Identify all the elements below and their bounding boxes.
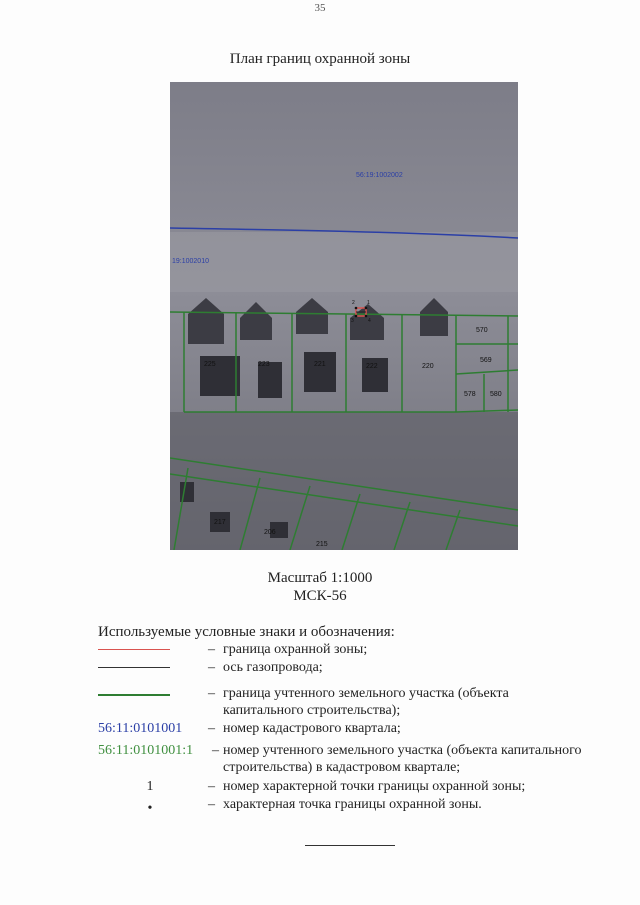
legend-desc: граница учтенного земельного участка (объекта капитального строительства); [223,686,509,718]
red-line-symbol [98,649,170,650]
zone-point-label: 1 [367,300,370,306]
legend-dash: – [208,660,215,675]
legend-desc: характерная точка границы охранной зоны. [223,797,482,812]
road-area [170,232,518,292]
point-symbol: • [147,801,153,816]
legend-item-parcel-number [98,742,598,778]
legend-dash: – [208,797,215,812]
svg-text:217: 217 [214,519,226,526]
zone-point [355,307,358,310]
scale-text: Масштаб 1:1000 [267,570,373,586]
aerial-map [170,82,518,550]
legend-dash: – [208,721,215,736]
legend-item-gas-axis [98,659,598,677]
quarter-label-1: 56:19:1002002 [356,172,403,179]
coordinate-system: МСК-56 [293,588,347,604]
legend-item-quarter-number [98,720,598,738]
legend-desc: номер характерной точки границы охранной зоны; [223,779,526,794]
legend-desc: граница охранной зоны; [223,642,368,657]
black-line-symbol [98,667,170,668]
parcel-number-symbol: 56:11:0101001:1 [98,743,194,758]
legend-item-zone-boundary [98,641,598,659]
svg-text:222: 222 [366,363,378,370]
svg-text:221: 221 [314,361,326,368]
quarter-label-2: 19:1002010 [172,258,209,265]
point-number-symbol: 1 [146,779,154,794]
page-title: План границ охранной зоны [229,51,411,67]
bottom-divider [305,845,395,846]
quarter-number-symbol: 56:11:0101001 [98,721,183,736]
svg-text:225: 225 [204,361,216,368]
zone-point-label: 3 [351,318,354,324]
svg-text:223: 223 [258,361,270,368]
legend-desc: номер кадастрового квартала; [223,721,401,736]
svg-text:570: 570 [476,327,488,334]
svg-text:569: 569 [480,357,492,364]
legend-title: Используемые условные знаки и обозначения: [98,624,395,640]
legend-item-point-number [98,778,598,796]
svg-text:578: 578 [464,391,476,398]
legend-dash: – [208,779,215,794]
svg-text:220: 220 [422,363,434,370]
svg-text:580: 580 [490,391,502,398]
legend-dash: – [208,686,215,701]
legend-dash: – [212,743,219,758]
zone-point-label: 4 [368,318,371,324]
zone-point [355,315,358,318]
page-number: 35 [314,2,326,14]
legend-item-point [98,796,598,814]
zone-point-label: 2 [352,300,355,306]
zone-point [365,315,368,318]
svg-text:206: 206 [264,529,276,536]
legend-dash: – [208,642,215,657]
green-line-symbol [98,694,170,696]
svg-text:215: 215 [316,541,328,548]
map-canvas [170,82,518,550]
scale-block [0,569,640,605]
legend-desc: ось газопровода; [223,660,323,675]
legend-item-parcel-boundary [98,685,598,721]
legend-desc: номер учтенного земельного участка (объекта капитального строительства) в кадастровом квартале; [223,743,582,775]
zone-point [365,307,368,310]
